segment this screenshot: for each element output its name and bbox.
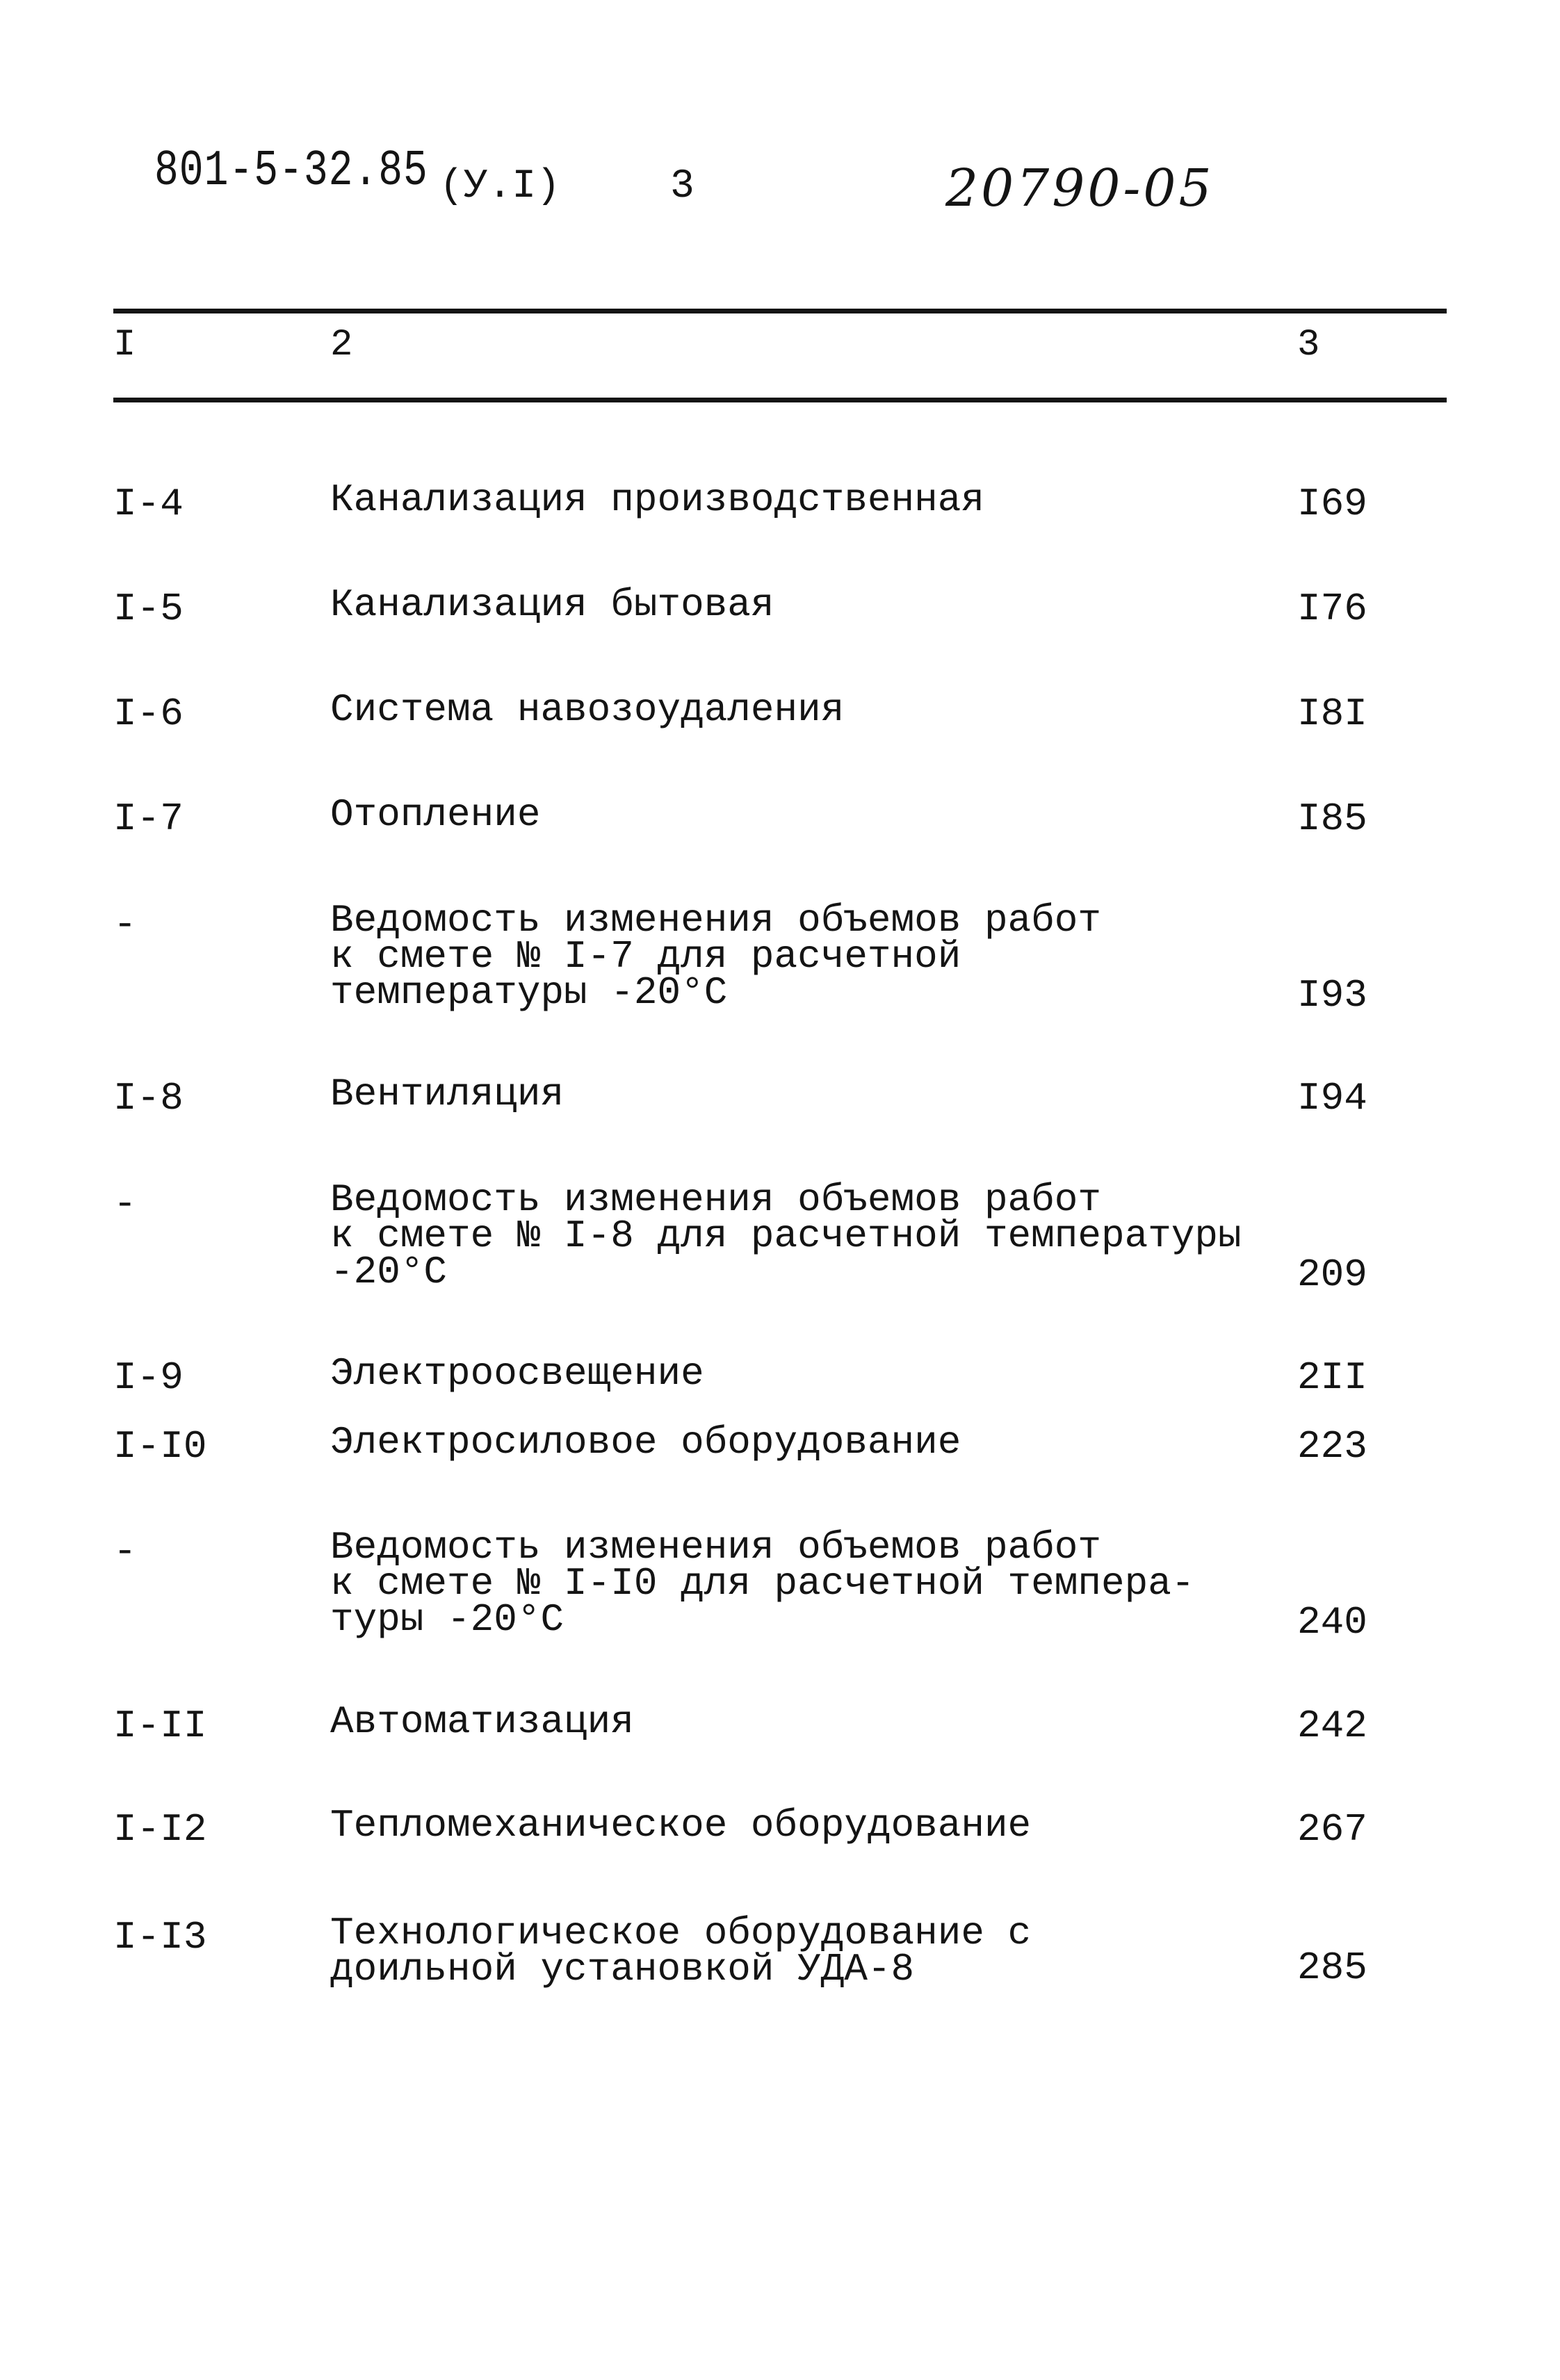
row-page: 267 bbox=[1297, 1807, 1367, 1852]
row-title: Канализация производственная bbox=[330, 478, 984, 522]
row-page: I85 bbox=[1297, 797, 1367, 841]
row-title: Электросиловое оборудование bbox=[330, 1420, 961, 1465]
row-page: 285 bbox=[1297, 1946, 1367, 1990]
row-page: 223 bbox=[1297, 1424, 1367, 1469]
row-number: I-5 bbox=[113, 587, 184, 631]
row-number: I-7 bbox=[113, 797, 184, 841]
row-number: I-I0 bbox=[113, 1424, 207, 1469]
column-header-2: 2 bbox=[330, 324, 353, 366]
row-title: Автоматизация bbox=[330, 1700, 634, 1744]
document-code: 801-5-32.85 bbox=[154, 143, 428, 200]
column-header-1: I bbox=[113, 324, 136, 366]
page-number: 3 bbox=[670, 164, 694, 209]
row-title: Электроосвещение bbox=[330, 1351, 704, 1396]
row-title: Вентиляция bbox=[330, 1072, 564, 1116]
row-page: I76 bbox=[1297, 587, 1367, 631]
row-number: I-I3 bbox=[113, 1915, 207, 1959]
row-title: Система навозоудаления bbox=[330, 687, 845, 732]
row-page: 2II bbox=[1297, 1355, 1367, 1400]
row-number: I-II bbox=[113, 1704, 207, 1748]
row-title: Ведомость изменения объемов работ к смете № I-7 для расчетной температуры -20°С bbox=[330, 898, 1101, 1015]
row-page: I93 bbox=[1297, 973, 1367, 1018]
row-title: Ведомость изменения объемов работ к смете № I-I0 для расчетной темпера- туры -20°С bbox=[330, 1525, 1195, 1642]
row-number: - bbox=[113, 1529, 137, 1574]
volume-label: (У.I) bbox=[439, 164, 561, 209]
column-header-3: 3 bbox=[1297, 324, 1320, 366]
row-number: I-I2 bbox=[113, 1807, 207, 1852]
row-page: 209 bbox=[1297, 1253, 1367, 1297]
row-page: 242 bbox=[1297, 1704, 1367, 1748]
table-header-rule bbox=[113, 398, 1447, 402]
row-number: I-4 bbox=[113, 482, 184, 526]
row-title: Отопление bbox=[330, 792, 541, 837]
table-top-rule bbox=[113, 309, 1447, 313]
row-page: I69 bbox=[1297, 482, 1367, 526]
row-title: Технологическое оборудование с доильной установкой УДА-8 bbox=[330, 1911, 1032, 1991]
row-number: I-8 bbox=[113, 1076, 184, 1120]
row-title: Тепломеханическое оборудование bbox=[330, 1803, 1032, 1848]
row-title: Ведомость изменения объемов работ к смете № I-8 для расчетной температуры -20°С bbox=[330, 1177, 1242, 1294]
row-number: I-9 bbox=[113, 1355, 184, 1400]
row-page: 240 bbox=[1297, 1600, 1367, 1645]
row-title: Канализация бытовая bbox=[330, 582, 774, 627]
handwritten-inventory-number: 20790-05 bbox=[945, 158, 1214, 218]
row-number: - bbox=[113, 1182, 137, 1226]
row-number: - bbox=[113, 902, 137, 947]
row-page: I94 bbox=[1297, 1076, 1367, 1120]
document-header bbox=[0, 139, 1560, 222]
row-page: I8I bbox=[1297, 692, 1367, 736]
row-number: I-6 bbox=[113, 692, 184, 736]
